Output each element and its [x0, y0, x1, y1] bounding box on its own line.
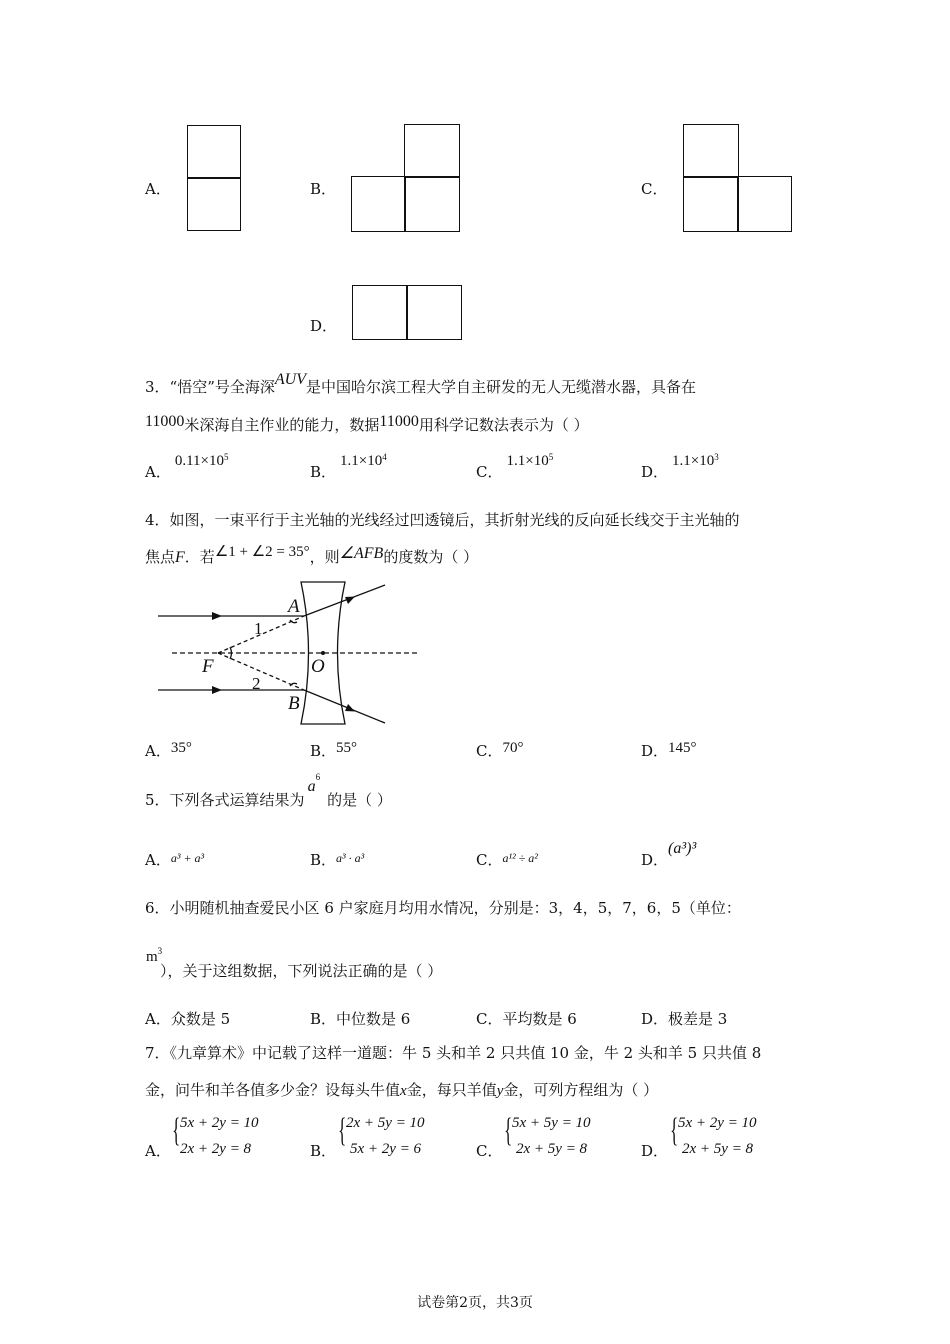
refracted-ray-top [304, 585, 385, 616]
q3-line1: 3．“悟空”号全海深AUV是中国哈尔滨工程大学自主研发的无人无缆潜水器，具备在 [145, 371, 697, 396]
arrow-icons [212, 597, 355, 712]
q4-option-a[interactable]: A．35° [145, 740, 192, 760]
q5-option-d[interactable]: D．(a³)³ [641, 840, 697, 869]
q3-line2: 11000米深海自主作业的能力，数据11000用科学记数法表示为（ ） [145, 413, 589, 434]
q4-line2: 焦点F．若∠1 + ∠2 = 35°，则∠AFB的度数为（ ） [145, 544, 479, 566]
q3-option-d[interactable]: D．$1.1\times 10^3$ [641, 452, 719, 481]
label-f: F [202, 656, 214, 677]
q4-option-c[interactable]: C．70° [476, 740, 524, 760]
q5-option-a[interactable]: A．$^{a^3 + a^3}$ [145, 851, 205, 869]
q2-option-a-label: A． [145, 180, 171, 198]
q6-option-d[interactable]: D．极差是 3 [641, 1010, 728, 1028]
q7-line1: 7．《九章算术》中记载了这样一道题：牛 5 头和羊 2 只共值 10 金，牛 2 头和羊 5 只共值 8 [145, 1044, 762, 1062]
q5-stem: 5．下列各式运算结果为$a^6$的是（ ） [145, 772, 392, 809]
q5-option-c[interactable]: C．$^{a^{12} \div a^2}$ [476, 851, 538, 869]
q6-option-b[interactable]: B．中位数是 6 [310, 1010, 411, 1028]
q2-option-d-label: D． [310, 317, 338, 335]
q7-option-b-label[interactable]: B． [310, 1142, 337, 1160]
concave-lens-diagram [150, 575, 430, 730]
q6-option-a[interactable]: A．众数是 5 [145, 1010, 231, 1028]
q7-option-b-system[interactable]: { 2x + 5y = 10 5x + 2y = 6 [338, 1112, 425, 1157]
q2-option-c-label: C． [641, 180, 668, 198]
q6-line1: 6．小明随机抽查爱民小区 6 户家庭月均用水情况，分别是：3，4，5，7，6，5（单位： [145, 899, 741, 917]
q5-option-b[interactable]: B．$^{a^3 \cdot a^3}$ [310, 851, 365, 869]
q7-option-d-system[interactable]: { 5x + 2y = 10 2x + 5y = 8 [670, 1112, 757, 1157]
q7-line2: 金，问牛和羊各值多少金？设每头牛值x金，每只羊值y金，可列方程组为（ ） [145, 1081, 659, 1099]
label-o: O [311, 656, 325, 677]
q4-option-d[interactable]: D．145° [641, 740, 697, 760]
q3-option-c[interactable]: C．$1.1\times 10^5$ [476, 452, 554, 481]
q4-option-b[interactable]: B．55° [310, 740, 358, 760]
refracted-ray-bottom [304, 690, 385, 723]
q7-option-d-label[interactable]: D． [641, 1142, 669, 1160]
q6-option-c[interactable]: C．平均数是 6 [476, 1010, 577, 1028]
label-angle-2: 2 [252, 674, 261, 693]
q7-option-c-label[interactable]: C． [476, 1142, 503, 1160]
q3-option-b[interactable]: B．$1.1\times 10^4$ [310, 452, 387, 481]
label-angle-1: 1 [254, 619, 263, 638]
q4-line1: 4．如图，一束平行于主光轴的光线经过凹透镜后，其折射光线的反向延长线交于主光轴的 [145, 511, 740, 529]
q6-unit: $m^3$ [146, 946, 163, 965]
label-b: B [288, 693, 300, 714]
q7-option-a-label[interactable]: A． [145, 1142, 171, 1160]
page-footer: 试卷第2页，共3页 [417, 1295, 533, 1311]
q2-option-b-label: B． [310, 180, 337, 198]
q6-line2: ），关于这组数据，下列说法正确的是（ ） [160, 962, 443, 980]
label-a: A [288, 596, 300, 617]
q7-option-a-system[interactable]: { 5x + 2y = 10 2x + 2y = 8 [172, 1112, 259, 1157]
q7-option-c-system[interactable]: { 5x + 5y = 10 2x + 5y = 8 [504, 1112, 591, 1157]
q3-option-a[interactable]: A．$0.11\times 10^5$ [145, 452, 229, 481]
